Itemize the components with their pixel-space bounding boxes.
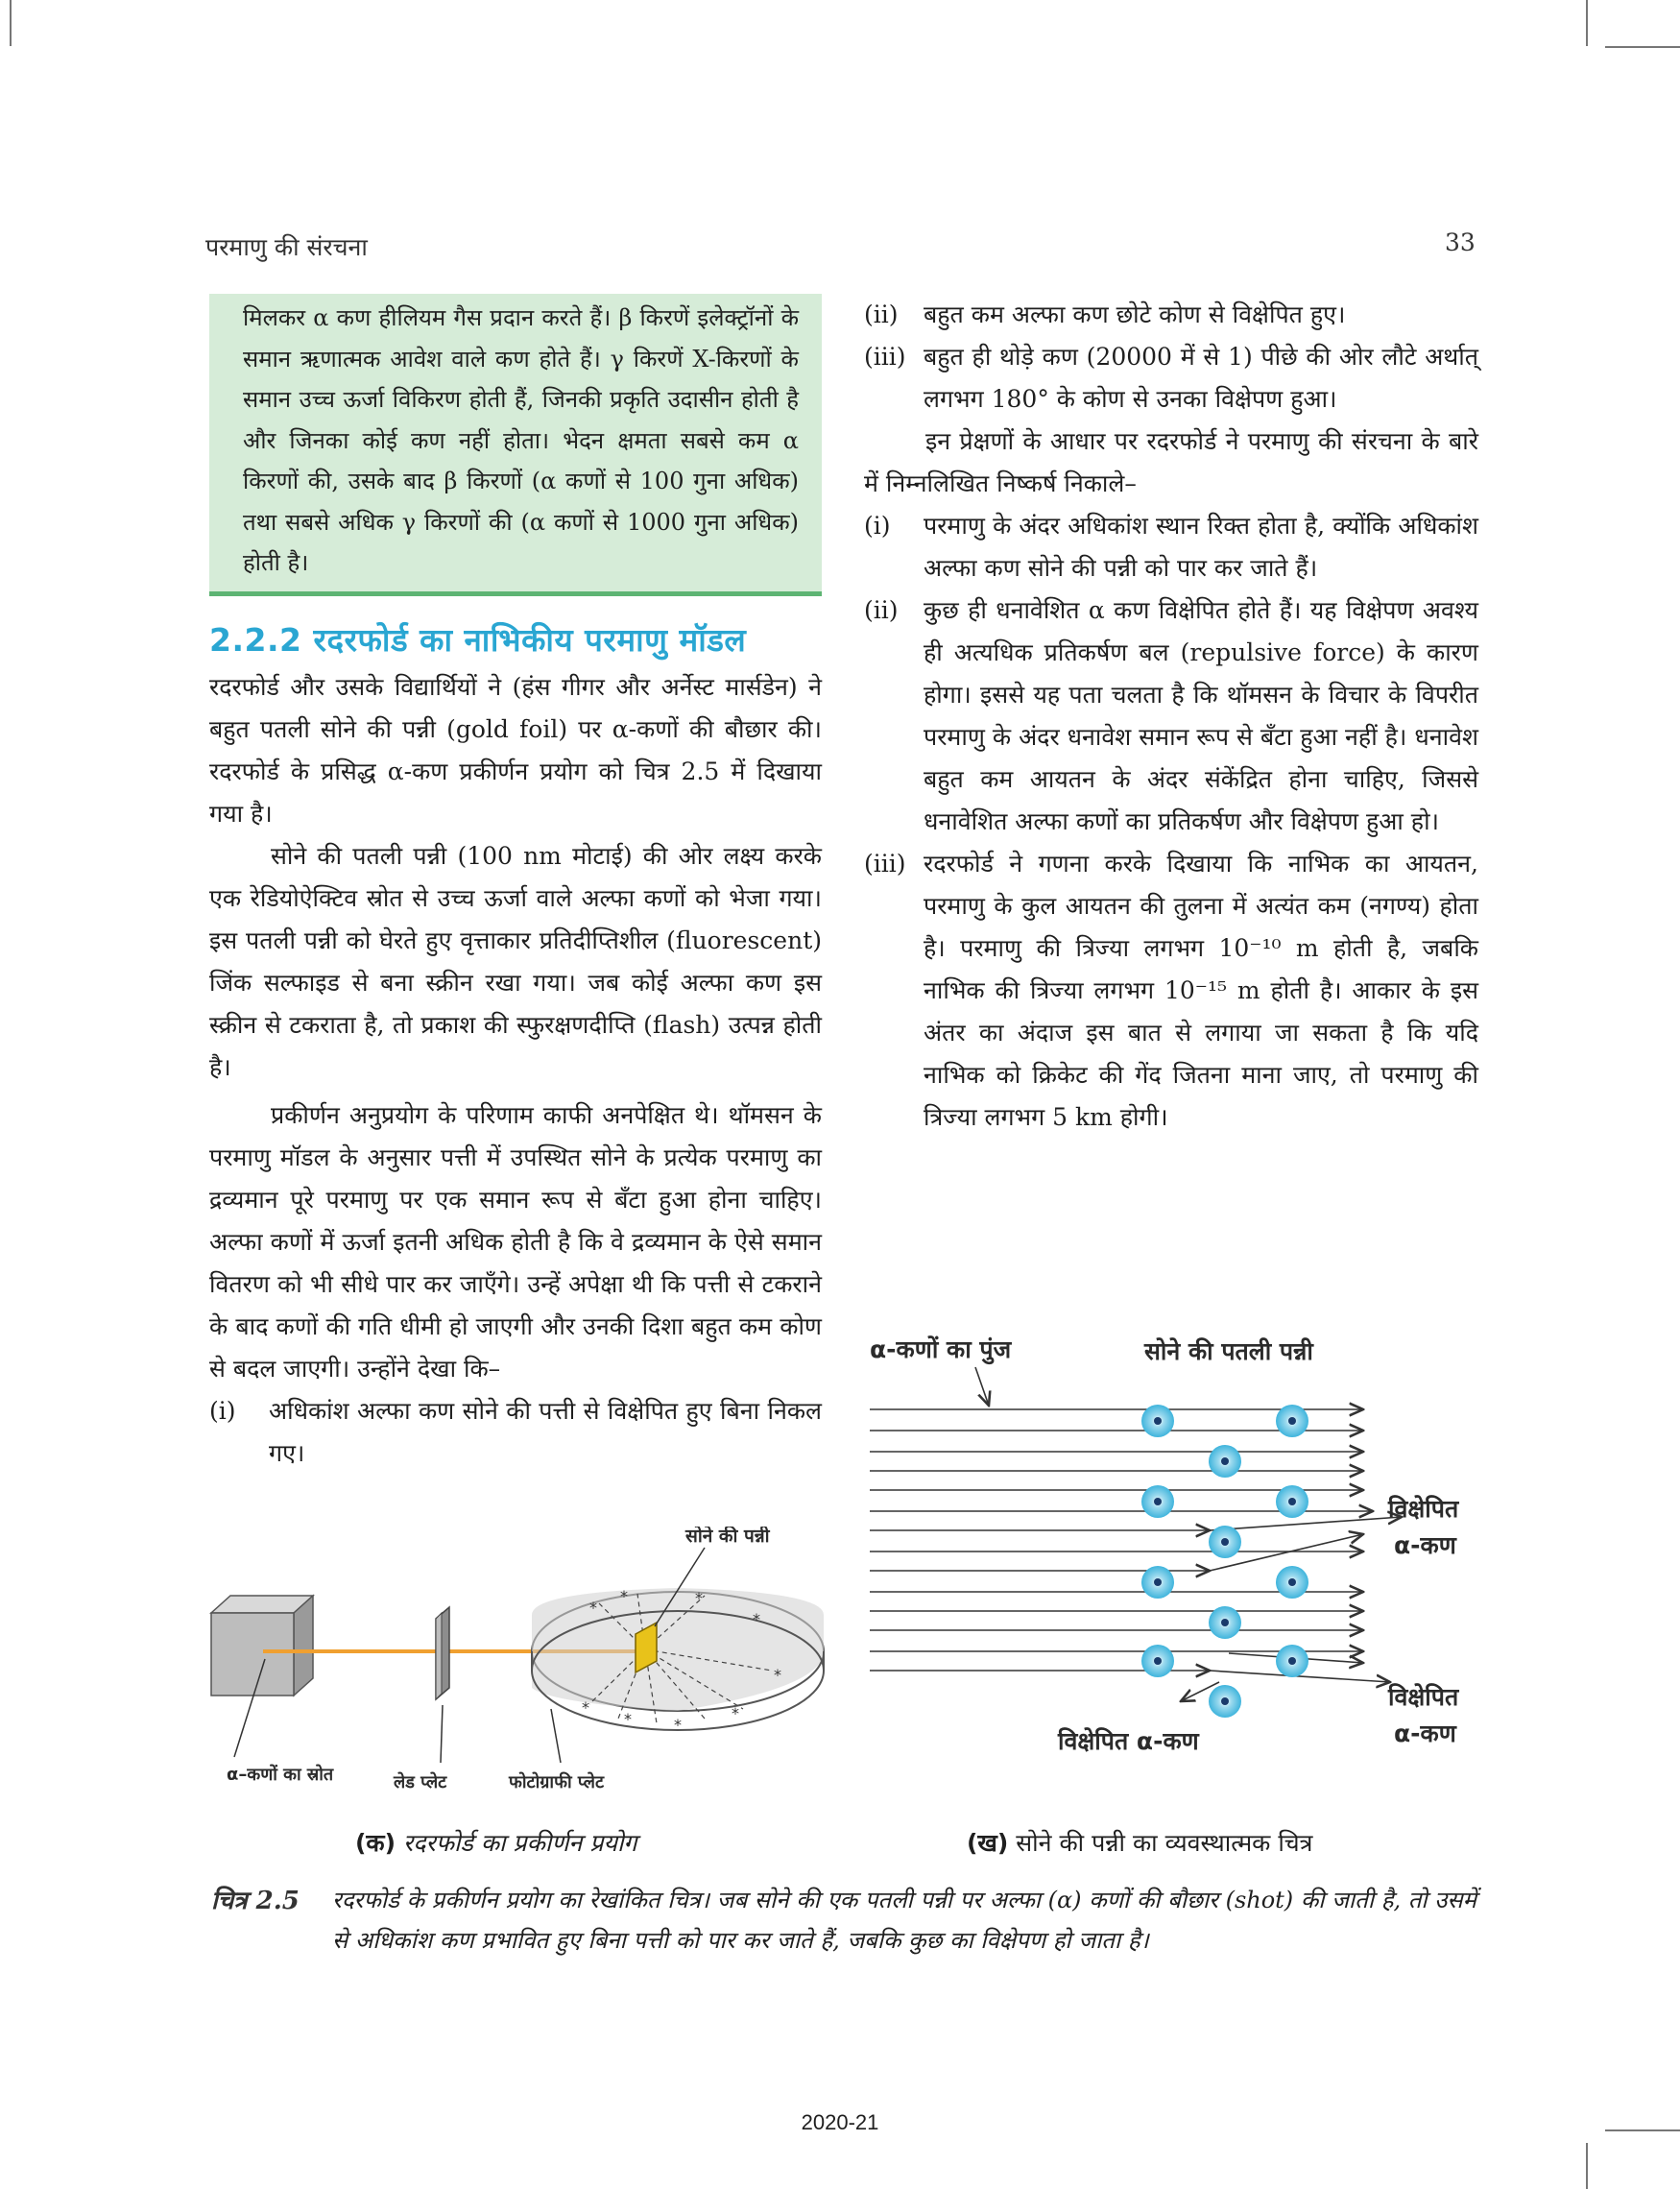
- list-number: (i): [209, 1396, 236, 1425]
- section-title: 2.2.2 रदरफोर्ड का नाभिकीय परमाणु मॉडल: [209, 620, 747, 659]
- photographic-screen: [532, 1588, 824, 1730]
- svg-text:*: *: [620, 1587, 628, 1605]
- photo-pointer: [551, 1709, 561, 1763]
- label-lead-plate: लेड प्लेट: [394, 1772, 447, 1792]
- list-number: (iii): [864, 850, 906, 878]
- label-deflected-2: विक्षेपित: [1388, 1683, 1459, 1711]
- svg-text:*: *: [732, 1704, 739, 1722]
- label-deflected-1b: α-कण: [1394, 1531, 1456, 1559]
- list-text: बहुत कम अल्फा कण छोटे कोण से विक्षेपित हुए।: [924, 301, 1346, 328]
- list-number: (ii): [864, 301, 899, 328]
- list-item: [209, 1390, 822, 1475]
- list-text: परमाणु के अंदर अधिकांश स्थान रिक्त होता है, क्योंकि अधिकांश अल्फा कण सोने की पन्नी को पार कर जाते हैं।: [924, 512, 1478, 582]
- label-alpha-source: α–कणों का स्रोत: [227, 1765, 334, 1785]
- crop-mark: [1586, 0, 1588, 46]
- svg-text:*: *: [753, 1610, 760, 1628]
- label-deflected-3: विक्षेपित α-कण: [1058, 1727, 1199, 1755]
- crop-mark: [1605, 46, 1680, 48]
- list-item: [864, 505, 1478, 589]
- label-gold-foil: सोने की पन्नी: [685, 1527, 770, 1547]
- svg-text:*: *: [695, 1589, 703, 1607]
- page-number: 33: [1445, 229, 1476, 256]
- list-item: [864, 843, 1478, 1139]
- label-alpha-beam: α-कणों का पुंज: [870, 1335, 1012, 1363]
- beam-pointer: [975, 1367, 989, 1406]
- svg-text:*: *: [582, 1698, 589, 1717]
- list-item: [864, 589, 1478, 843]
- crop-mark: [1586, 2143, 1588, 2189]
- page-footer: 2020-21: [801, 2110, 879, 2134]
- figure-b-tag: (ख): [967, 1829, 1009, 1857]
- scattering-experiment-diagram: [205, 1527, 829, 1815]
- figure-caption: रदरफोर्ड के प्रकीर्णन प्रयोग का रेखांकित चित्र। जब सोने की एक पतली पन्नी पर अल्फा (α) कणों की बौछार (shot) की जाती है, तो उसमें से अधिकांश कण प्रभावित हुए बिना पत्ती को पार कर जाते हैं, जबकि कुछ का विक्षेपण हो जाता है।: [332, 1887, 1476, 1954]
- paragraph: रदरफोर्ड और उसके विद्यार्थियों ने (हंस गीगर और अर्नेस्ट मार्सडेन) ने बहुत पतली सोने की पन्नी (gold foil) पर α-कणों की बौछार की। रदरफोर्ड के प्रसिद्ध α-कण प्रकीर्णन प्रयोग को चित्र 2.5 में दिखाया गया है।: [209, 672, 822, 828]
- label-deflected-2b: α-कण: [1394, 1720, 1456, 1747]
- paragraph: प्रकीर्णन अनुप्रयोग के परिणाम काफी अनपेक्षित थे। थॉमसन के परमाणु मॉडल के अनुसार पत्ती में उपस्थित सोने के प्रत्येक परमाणु का द्रव्यमान पूरे परमाणु पर एक समान रूप से बँटा हुआ होना चाहिए। अल्फा कणों में ऊर्जा इतनी अधिक होती है कि वे द्रव्यमान के ऐसे समान वितरण को भी सीधे पार कर जाएँगे। उन्हें अपेक्षा थी कि पत्ती से टकराने के बाद कणों की गति धीमी हो जाएगी और उनकी दिशा बहुत कम कोण से बदल जाएगी। उन्होंने देखा कि–: [209, 1100, 822, 1383]
- list-number: (ii): [864, 596, 899, 624]
- label-thin-foil: सोने की पतली पन्नी: [1144, 1337, 1313, 1365]
- figure-b-caption: [967, 1826, 1312, 1859]
- list-text: कुछ ही धनावेशित α कण विक्षेपित होते हैं। यह विक्षेपण अवश्य ही अत्यधिक प्रतिकर्षण बल (repulsive force) के कारण होगा। इससे यह पता चलता है कि थॉमसन के विचार के विपरीत परमाणु के अंदर धनावेश समान रूप से बँटा हुआ नहीं है। धनावेश बहुत कम आयतन के अंदर संकेंद्रित होना चाहिए, जिससे धनावेशित अल्फा कणों का प्रतिकर्षण और विक्षेपण हुआ हो।: [924, 596, 1478, 835]
- figure-b-caption-text: सोने की पन्नी का व्यवस्थात्मक चित्र: [1016, 1829, 1313, 1857]
- list-text: अधिकांश अल्फा कण सोने की पत्ती से विक्षेपित हुए बिना निकल गए।: [269, 1396, 822, 1467]
- figure-number: चित्र 2.5: [211, 1887, 300, 1915]
- list-item: [864, 294, 1478, 336]
- crop-mark: [10, 0, 12, 46]
- label-photo-plate: फोटोग्राफी प्लेट: [509, 1772, 605, 1792]
- svg-text:*: *: [674, 1716, 682, 1734]
- lead-pointer: [441, 1705, 443, 1763]
- list-number: (iii): [864, 343, 906, 371]
- list-text: बहुत ही थोड़े कण (20000 में से 1) पीछे की ओर लौटे अर्थात् लगभग 180° के कोण से उनका विक्षेपण हुआ।: [924, 343, 1478, 413]
- figure-a-caption: [355, 1826, 637, 1859]
- svg-text:*: *: [589, 1599, 597, 1617]
- left-column: [209, 294, 822, 1475]
- label-deflected-1: विक्षेपित: [1388, 1495, 1459, 1523]
- paragraph: इन प्रेक्षणों के आधार पर रदरफोर्ड ने परमाणु की संरचना के बारे में निम्नलिखित निष्कर्ष निकाले–: [864, 427, 1478, 497]
- figure-a-caption-text: रदरफोर्ड का प्रकीर्णन प्रयोग: [403, 1829, 637, 1857]
- foil-schematic-diagram: [864, 1325, 1478, 1776]
- svg-text:*: *: [624, 1710, 632, 1728]
- info-box: मिलकर α कण हीलियम गैस प्रदान करते हैं। β किरणें इलेक्ट्रॉनों के समान ऋणात्मक आवेश वाले कण होते हैं। γ किरणें X-किरणों के समान उच्च ऊर्जा विकिरण होती हैं, जिनकी प्रकृति उदासीन होती है और जिनका कोई कण नहीं होता। भेदन क्षमता सबसे कम α किरणों की, उसके बाद β किरणों (α कणों से 100 गुना अधिक) तथा सबसे अधिक γ किरणों की (α कणों से 1000 गुना अधिक) होती है।: [209, 294, 822, 596]
- lead-plate: [436, 1607, 449, 1699]
- figure-a-tag: (क): [355, 1829, 396, 1857]
- list-item: [864, 336, 1478, 421]
- alpha-source-box: [211, 1596, 313, 1696]
- paragraph: सोने की पतली पन्नी (100 nm मोटाई) की ओर लक्ष्य करके एक रेडियोऐक्टिव स्रोत से उच्च ऊर्जा वाले अल्फा कणों को भेजा गया। इस पतली पन्नी को घेरते हुए वृत्ताकार प्रतिदीप्तिशील (fluorescent) जिंक सल्फाइड से बना स्क्रीन रखा गया। जब कोई अल्फा कण इस स्क्रीन से टकराता है, तो प्रकाश की स्फुरक्षणदीप्ति (flash) उत्पन्न होती है।: [209, 841, 822, 1081]
- running-head: परमाणु की संरचना: [205, 233, 368, 261]
- list-text: रदरफोर्ड ने गणना करके दिखाया कि नाभिक का आयतन, परमाणु के कुल आयतन की तुलना में अत्यंत कम (नगण्य) होता है। परमाणु की त्रिज्या लगभग 10⁻¹⁰ m होती है, जबकि नाभिक की त्रिज्या लगभग 10⁻¹⁵ m होती है। आकार के इस अंतर का अंदाज इस बात से लगाया जा सकता है कि यदि नाभिक को क्रिकेट की गेंद जितना माना जाए, तो परमाणु की त्रिज्या लगभग 5 km होगी।: [924, 850, 1478, 1131]
- list-number: (i): [864, 512, 891, 540]
- svg-text:*: *: [774, 1666, 781, 1684]
- alpha-rays: [870, 1409, 1402, 1701]
- right-column: [864, 294, 1478, 1139]
